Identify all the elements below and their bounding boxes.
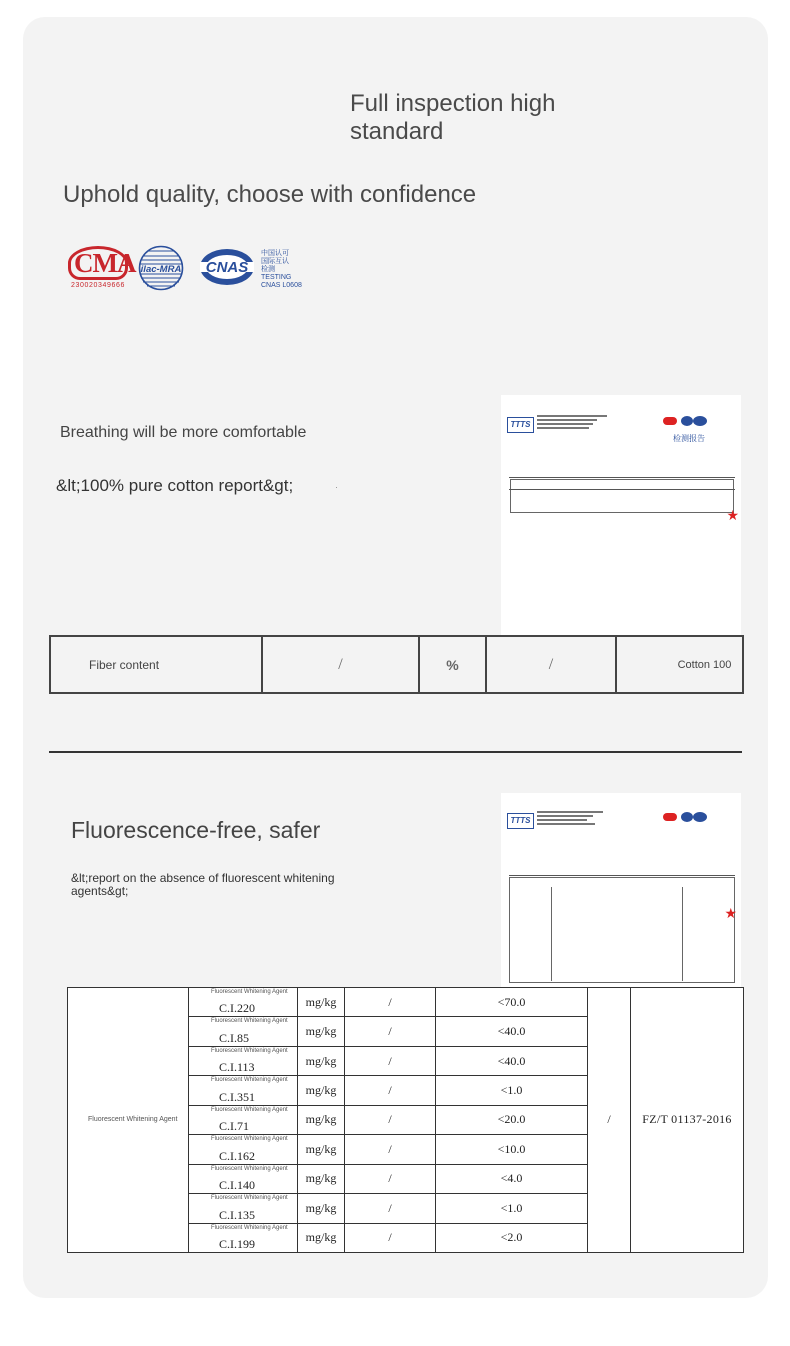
agent-ci-label: C.I.220 [219,1001,255,1016]
limit-cell: <2.0 [436,1223,588,1252]
standard-cell: FZ/T 01137-2016 [631,988,744,1253]
report-rule [509,875,735,876]
page-title: Full inspection high standard [350,90,556,145]
ttts-logo: TTTS [507,813,534,829]
fiber-unit-cell: % [419,636,486,693]
limit-cell: <1.0 [436,1076,588,1105]
section-divider [49,751,742,753]
agent-name-cell [189,1046,298,1075]
report-rule [509,477,735,478]
agent-type-label: Fluorescent Whitening Agent [211,1165,288,1172]
report-header-lines [537,809,607,827]
cnas-line: CNAS L0608 [261,282,302,289]
unit-cell: mg/kg [298,1076,345,1105]
agent-name-cell [189,1194,298,1223]
method-cell: / [345,1076,436,1105]
cma-number: 230020349666 [71,282,125,289]
agent-ci-label: C.I.351 [219,1089,255,1104]
agent-type-label: Fluorescent Whitening Agent [211,1195,288,1202]
report-rule [509,489,735,490]
agent-name-cell [189,1017,298,1046]
fiber-content-table [49,635,744,694]
limit-cell: <4.0 [436,1164,588,1193]
fluorescence-report-label: &lt;report on the absence of fluorescent whitening agents&gt; [71,871,335,898]
agent-ci-label: C.I.199 [219,1236,255,1251]
method-cell: / [345,1223,436,1252]
fluorescence-report-image [501,793,741,987]
agent-name-cell [189,1076,298,1105]
unit-cell: mg/kg [298,1017,345,1046]
page-subtitle: Uphold quality, choose with confidence [63,181,477,208]
report-cert-marks [663,811,723,823]
cnas-line: TESTING [261,274,292,281]
cnas-logo-text: CNAS [205,259,249,276]
unit-cell: mg/kg [298,1135,345,1164]
report-table-column [551,887,683,981]
table-row [50,636,743,693]
agent-type-label: Fluorescent Whitening Agent [211,989,288,995]
unit-cell: mg/kg [298,1194,345,1223]
agent-name-cell [189,1164,298,1193]
unit-cell: mg/kg [298,1223,345,1252]
fiber-item-cell: Fiber content [50,636,262,693]
agent-ci-label: C.I.71 [219,1119,249,1134]
ilac-mra-logo [138,245,184,291]
cnas-line: 国际互认 [261,258,289,265]
method-cell: / [345,1046,436,1075]
report-header-lines [537,413,607,431]
agent-type-label: Fluorescent Whitening Agent [211,1224,288,1231]
cnas-logo [198,247,256,287]
unit-cell: mg/kg [298,1046,345,1075]
report-doc-title: 检测报告 [673,434,705,443]
cotton-report-label: &lt;100% pure cotton report&gt; [56,476,294,495]
fiber-limit-cell: / [486,636,616,693]
cma-logo [68,246,136,289]
agent-type-label: Fluorescent Whitening Agent [211,1047,288,1054]
agent-type-label: Fluorescent Whitening Agent [211,1106,288,1113]
cnas-line: 中国认可 [261,250,289,257]
limit-cell: <40.0 [436,1046,588,1075]
fiber-result-cell: Cotton 100 [616,636,743,693]
agent-type-label: Fluorescent Whitening Agent [211,1018,288,1025]
limit-cell: <10.0 [436,1135,588,1164]
divider-dot [336,487,337,488]
ttts-logo: TTTS [507,417,534,433]
fluorescent-agent-table [67,987,744,1253]
ilac-logo-text: ilac-MRA [140,264,182,275]
agent-ci-label: C.I.140 [219,1178,255,1193]
agent-ci-label: C.I.135 [219,1207,255,1222]
cotton-tagline: Breathing will be more comfortable [60,424,307,441]
report-cert-marks [663,415,723,427]
method-cell: / [345,1017,436,1046]
agent-name-cell [189,1135,298,1164]
agent-ci-label: C.I.85 [219,1030,249,1045]
limit-cell: <1.0 [436,1194,588,1223]
certification-logos [68,244,308,292]
agent-type-label: Fluorescent Whitening Agent [211,1077,288,1084]
limit-cell: <70.0 [436,988,588,1017]
agent-name-cell [189,1105,298,1134]
red-stamp-mark: ★ [724,905,737,921]
unit-cell: mg/kg [298,1164,345,1193]
cnas-description [261,250,302,290]
cnas-line: 检测 [261,266,275,273]
table-row [68,988,744,1017]
category-cell: Fluorescent Whitening Agent [68,988,189,1253]
method-cell: / [345,988,436,1017]
agent-name-cell [189,1223,298,1252]
method-cell: / [345,1194,436,1223]
agent-ci-label: C.I.162 [219,1148,255,1163]
fluorescence-title: Fluorescence-free, safer [71,817,321,843]
fiber-method-cell: / [262,636,419,693]
limit-cell: <20.0 [436,1105,588,1134]
unit-cell: mg/kg [298,988,345,1017]
agent-ci-label: C.I.113 [219,1060,255,1075]
limit-cell: <40.0 [436,1017,588,1046]
report-table [510,479,734,513]
method-cell: / [345,1135,436,1164]
red-stamp-mark: ★ [726,507,739,523]
agent-type-label: Fluorescent Whitening Agent [211,1136,288,1143]
result-cell: / [588,988,631,1253]
method-cell: / [345,1164,436,1193]
cma-logo-word: CMA [68,246,128,280]
agent-name-cell [189,988,298,1017]
method-cell: / [345,1105,436,1134]
cotton-report-image [501,395,741,635]
unit-cell: mg/kg [298,1105,345,1134]
